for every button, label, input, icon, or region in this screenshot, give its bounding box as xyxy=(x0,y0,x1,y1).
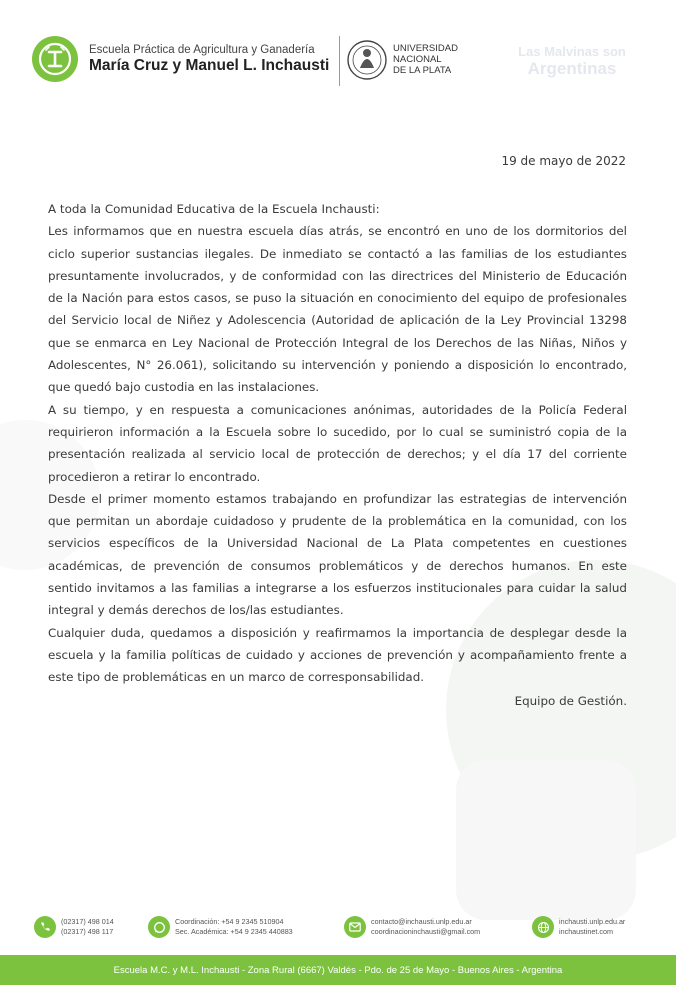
email-contact[interactable]: contacto@inchausti.unlp.edu.ar xyxy=(371,917,472,926)
unlp-name-line1: UNIVERSIDAD xyxy=(393,43,458,54)
school-logo-icon xyxy=(32,36,78,82)
letter-body xyxy=(48,198,627,712)
contact-web xyxy=(532,916,625,938)
phone-icon xyxy=(34,916,56,938)
whatsapp-icon xyxy=(148,916,170,938)
website-unlp[interactable]: inchausti.unlp.edu.ar xyxy=(559,917,626,926)
contact-whatsapp xyxy=(148,916,293,938)
background-shape xyxy=(456,760,636,920)
malvinas-line1: Las Malvinas son xyxy=(518,44,626,59)
footer-bar xyxy=(0,955,676,985)
website-inchaustinet[interactable]: inchaustinet.com xyxy=(559,927,613,936)
unlp-name-line2: NACIONAL xyxy=(393,54,442,65)
letter-paragraph: Les informamos que en nuestra escuela días atrás, se encontró en uno de los dormitorios del ciclo superior sustancias ilegales. De inmediato se contactó a las familias de los estudiantes presuntamente involucrados, y de conformidad con las directrices del Ministerio de Educación de la Nación para estos casos, se puso la situación en conocimiento del equipo de profesionales del Servicio local de Niñez y Adolescencia (Autoridad de aplicación de la Ley Provincial 13298 que se enmarca en Ley Nacional de Protección Integral de los Derechos de las Niñas, Niños y Adolescentes, N° 26.061), solicitando su intervención y poniendo a disposición lo encontrado, que quedó bajo custodia en las instalaciones. xyxy=(48,224,627,395)
globe-icon xyxy=(532,916,554,938)
letter-paragraph: Desde el primer momento estamos trabajando en profundizar las estrategias de intervención que permitan un abordaje cuidadoso y prudente de la problemática en la comunidad, con los servicios específicos de la Universidad Nacional de La Plata competentes en cuestiones académicas, de prevención de consumos problemáticos y de derechos humanos. En este sentido invitamos a las familias a integrarse a los esfuerzos institucionales para cuidar la salud integral y demás derechos de los/las estudiantes. xyxy=(48,491,627,618)
letter-paragraph: Cualquier duda, quedamos a disposición y reafirmamos la importancia de desplegar desde la escuela y la familia políticas de cuidado y acciones de prevención y acompañamiento frente a este tipo de problemáticas en un marco de corresponsabilidad. xyxy=(48,625,627,685)
school-name-line1: Escuela Práctica de Agricultura y Ganadería xyxy=(89,44,315,56)
contact-email xyxy=(344,916,480,938)
letter-signature: Equipo de Gestión. xyxy=(514,693,627,708)
email-icon xyxy=(344,916,366,938)
unlp-name-line3: DE LA PLATA xyxy=(393,65,452,76)
phone-number-2[interactable]: (02317) 498 117 xyxy=(61,927,114,936)
school-name-line2: María Cruz y Manuel L. Inchausti xyxy=(89,57,330,74)
letter-date: 19 de mayo de 2022 xyxy=(501,154,626,168)
school-name xyxy=(89,44,329,75)
letter-salutation: A toda la Comunidad Educativa de la Escuela Inchausti: xyxy=(48,202,380,216)
phone-number-1[interactable]: (02317) 498 014 xyxy=(61,917,114,926)
whatsapp-academic[interactable]: Sec. Académica: +54 9 2345 440883 xyxy=(175,927,293,936)
unlp-seal-icon xyxy=(346,36,388,84)
footer-address: Escuela M.C. y M.L. Inchausti - Zona Rural (6667) Valdés - Pdo. de 25 de Mayo - Buenos Aires - Argentina xyxy=(113,964,563,976)
whatsapp-coordination[interactable]: Coordinación: +54 9 2345 510904 xyxy=(175,917,284,926)
unlp-name xyxy=(393,43,458,76)
contact-phone xyxy=(34,916,114,938)
footer-contacts xyxy=(0,912,676,946)
header-divider xyxy=(339,36,340,86)
letterhead xyxy=(0,28,676,98)
letter-paragraph: A su tiempo, y en respuesta a comunicaciones anónimas, autoridades de la Policía Federal requirieron información a la Escuela sobre lo sucedido, por lo cual se suministró copia de la presentación realizada al servicio local de protección de derechos; y el día 17 del corriente procedieron a retirar lo encontrado. xyxy=(48,402,627,484)
malvinas-line2: Argentinas xyxy=(527,59,617,78)
email-coordination[interactable]: coordinacioninchausti@gmail.com xyxy=(371,927,481,936)
malvinas-watermark xyxy=(492,44,652,79)
